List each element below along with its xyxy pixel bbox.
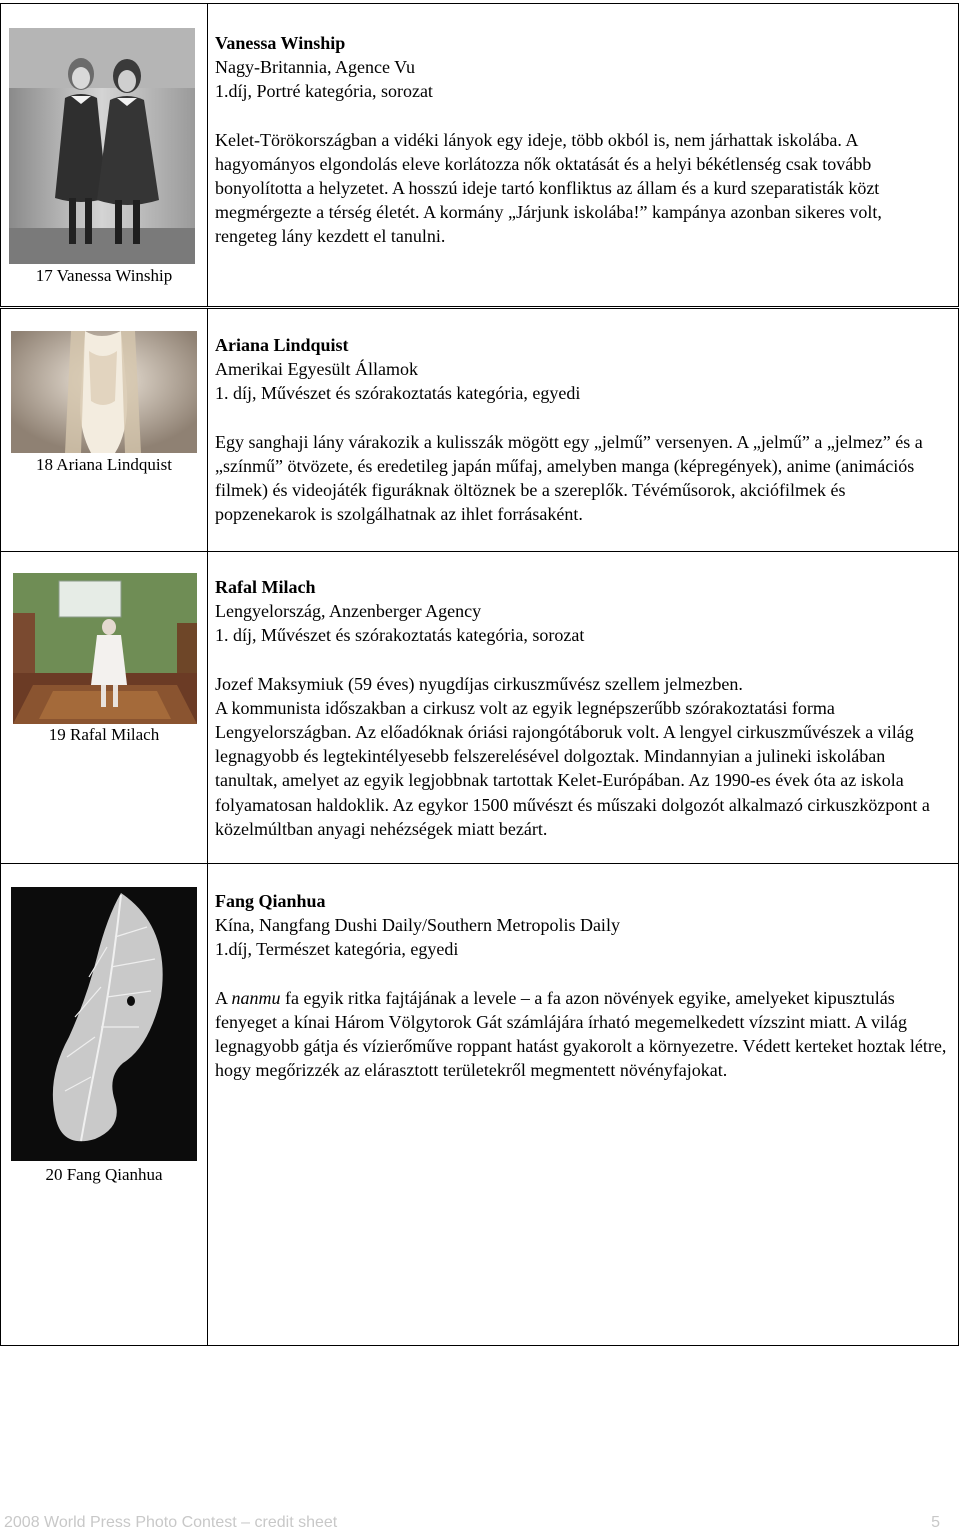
award-text: 1.díj, Portré kategória, sorozat [215,81,433,102]
photographer-origin: Amerikai Egyesült Államok [215,359,418,380]
photo-circus-artist-graphic [13,573,197,724]
photo-caption: 20 Fang Qianhua [45,1165,163,1184]
award-text: 1. díj, Művészet és szórakoztatás kategória, egyedi [215,383,581,404]
photo-description: Egy sanghaji lány várakozik a kulisszák mögött egy „jelmű” versenyen. A „jelmű” a „jelmez” és a „színmű” ötvözete, és eredetileg japán műfaj, amelyben manga (képregények), anime (animációs filmek) és videojáték figuráknak öltöznek be a szereplők. Tévéműsorok, akciófilmek és popzenekarok is szolgálhatnak az ihlet forrásaként. [215,431,923,525]
photographer-name: Ariana Lindquist [215,335,349,355]
award-text: 1. díj, Művészet és szórakoztatás kategória, sorozat [215,625,585,646]
photo-two-girls-graphic [9,28,195,264]
species-name: nanmu [231,987,281,1008]
description-rest: fa egyik ritka fajtájának a levele – a fa azon növények egyike, amelyeket kipusztulás fenyeget a kínai Három Völgytorok Gát számlájára írható megemelkedett vízszint miatt. A világ legnagyobb gátja és vízierőműve roppant hatást gyakorolt a környezetre. Védett kerteket hoztak létre, hogy megőrizzék az elárasztott területekről megmentett növényfajokat. [215,987,947,1081]
entry-info-rafal-milach [215,575,948,841]
photographer-name: Rafal Milach [215,577,316,597]
photo-description: A kommunista időszakban a cirkusz volt az egyik legnépszerűbb szórakoztatási forma Lengyelországban. Az előadóknak óriási rajongótáboruk volt. A lengyel cirkuszművészek a világ legnagyobb és legtekintélyesebb felszerelésével dolgoztak. Mindannyian a julineki iskolában tanultak, amelyet az egyik legjobbnak tartottak Kelet-Európában. Az 1990-es évek óta az iskola folyamatosan haldoklik. Az egykor 1500 művészt és műszaki dolgozót alkalmazó cirkuszközpont a közelmúltban anyagi nehézségek miatt bezárt. [215,697,930,839]
entry-info-fang-qianhua [215,889,948,1082]
footer-text: 2008 World Press Photo Contest – credit sheet [4,1514,338,1531]
row-divider [1,863,958,864]
page-footer [4,1514,950,1532]
description-start: A [215,987,232,1008]
column-divider [207,309,208,1345]
photo-girl-backstage-graphic [11,331,197,453]
photo-caption: 18 Ariana Lindquist [36,455,172,474]
photographer-name: Fang Qianhua [215,891,326,911]
photo-leaf-graphic [11,887,197,1161]
photo-ariana-lindquist [11,331,197,453]
photo-rafal-milach [13,573,197,724]
photo-description-line: Jozef Maksymiuk (59 éves) nyugdíjas cirkuszművész szellem jelmezben. [215,673,743,694]
photographer-origin: Lengyelország, Anzenberger Agency [215,601,482,622]
row-divider [1,551,958,552]
entry-info-ariana-lindquist [215,333,948,526]
photo-caption: 17 Vanessa Winship [35,266,173,285]
photographer-origin: Nagy-Britannia, Agence Vu [215,57,416,78]
entry-table-1 [0,3,959,307]
photo-caption: 19 Rafal Milach [48,725,160,744]
photo-vanessa-winship [9,28,195,264]
photo-fang-qianhua [11,887,197,1161]
photo-description: Kelet-Törökországban a vidéki lányok egy ideje, több okból is, nem járhattak iskolába. A hagyományos elgondolás eleve korlátozza nők oktatását és a helyi békétlenség csak tovább bonyolította a helyzetet. A hosszú ideje tartó konfliktus az állam és a kurd szeparatisták közt megmérgezte a térség életét. A kormány „Járjunk iskolába!” kampánya azonban sikeres volt, rengeteg lány kezdett el tanulni. [215,129,882,247]
entry-table-2 [0,308,959,1346]
photographer-name: Vanessa Winship [215,33,346,53]
award-text: 1.díj, Természet kategória, egyedi [215,939,459,960]
page-number: 5 [931,1514,940,1531]
entry-info-vanessa-winship [215,31,948,249]
photo-description [215,986,948,1083]
photographer-origin: Kína, Nangfang Dushi Daily/Southern Metropolis Daily [215,915,620,936]
column-divider [207,4,208,306]
